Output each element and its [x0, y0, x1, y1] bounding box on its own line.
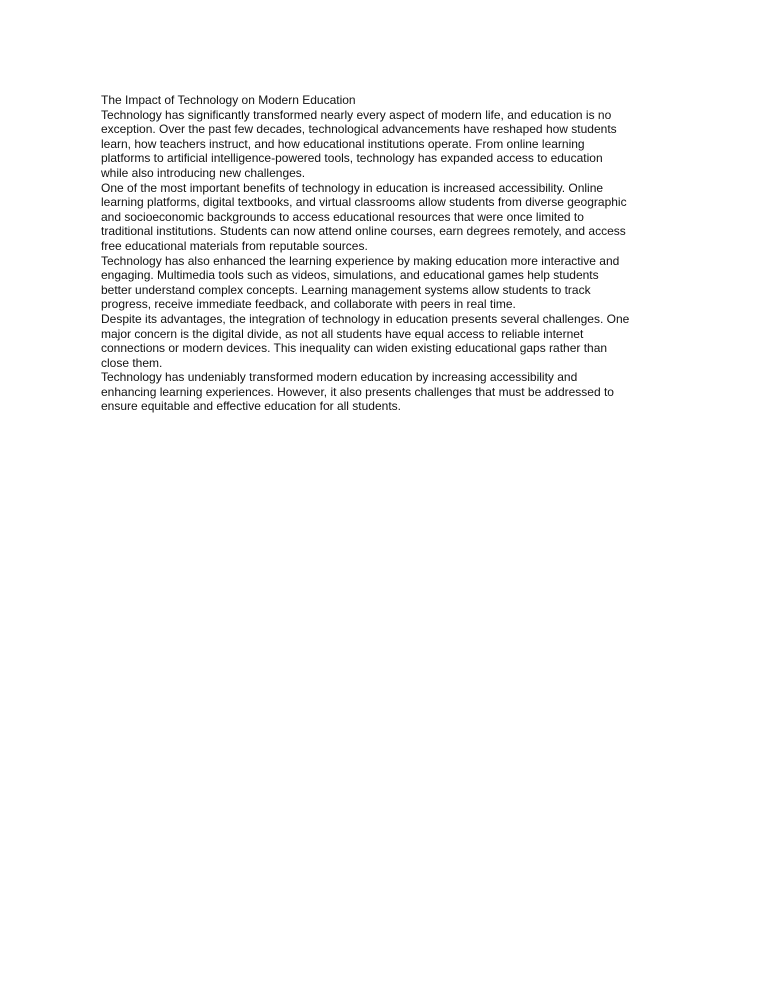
text-line: and socioeconomic backgrounds to access educational resources that were once limited to — [101, 209, 584, 224]
text-line: Despite its advantages, the integration of technology in education presents several challenges. One — [101, 311, 630, 326]
document-title: The Impact of Technology on Modern Education — [101, 93, 356, 107]
paragraph-learning-experience — [101, 254, 681, 312]
text-line: Technology has also enhanced the learning experience by making education more interactive and — [101, 253, 620, 268]
text-line: free educational materials from reputable sources. — [101, 238, 368, 253]
text-line: platforms to artificial intelligence-powered tools, technology has expanded access to education — [101, 151, 603, 166]
text-line: major concern is the digital divide, as not all students have equal access to reliable internet — [101, 326, 584, 341]
text-line: Technology has significantly transformed nearly every aspect of modern life, and education is no — [101, 107, 612, 122]
text-line: learning platforms, digital textbooks, and virtual classrooms allow students from diverse geographic — [101, 195, 627, 210]
text-line: learn, how teachers instruct, and how educational institutions operate. From online learning — [101, 136, 585, 151]
text-line: while also introducing new challenges. — [101, 165, 306, 180]
paragraph-accessibility — [101, 181, 681, 254]
text-line: traditional institutions. Students can now attend online courses, earn degrees remotely, and access — [101, 224, 626, 239]
text-line: progress, receive immediate feedback, and collaborate with peers in real time. — [101, 297, 516, 312]
text-line: ensure equitable and effective education for all students. — [101, 399, 401, 414]
text-line: Technology has undeniably transformed modern education by increasing accessibility and — [101, 370, 578, 385]
text-line: close them. — [101, 355, 163, 370]
paragraph-conclusion — [101, 370, 681, 414]
text-line: better understand complex concepts. Learning management systems allow students to track — [101, 282, 591, 297]
text-line: enhancing learning experiences. However, it also presents challenges that must be addressed to — [101, 384, 614, 399]
text-line: engaging. Multimedia tools such as videos, simulations, and educational games help students — [101, 268, 599, 283]
text-line: exception. Over the past few decades, technological advancements have reshaped how students — [101, 122, 617, 137]
paragraph-challenges — [101, 312, 681, 370]
text-line: connections or modern devices. This inequality can widen existing educational gaps rather than — [101, 341, 608, 356]
paragraph-introduction — [101, 108, 681, 181]
text-line: One of the most important benefits of technology in education is increased accessibility. Online — [101, 180, 604, 195]
document-page — [101, 93, 681, 414]
